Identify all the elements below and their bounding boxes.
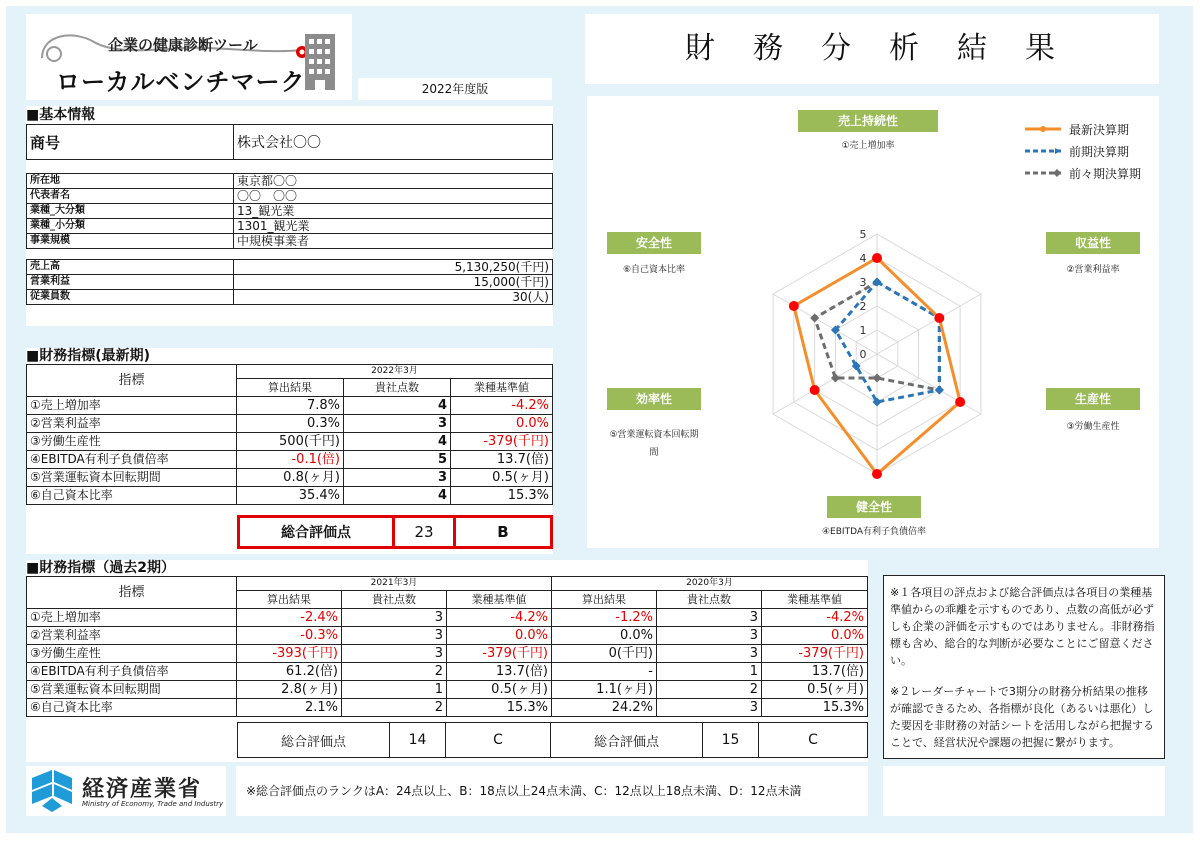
score-cell: 4 xyxy=(344,487,451,505)
result-cell: 24.2% xyxy=(552,699,657,717)
indicator-name: ⑥自己資本比率 xyxy=(27,699,237,717)
legend-line-prev2-icon xyxy=(1023,168,1063,178)
score-cell: 4 xyxy=(344,397,451,415)
radar-point xyxy=(935,386,944,395)
score-cell: 3 xyxy=(657,627,762,645)
legend-label: 前期決算期 xyxy=(1069,144,1130,159)
chart-legend xyxy=(1023,118,1141,184)
bench-cell: -379(千円) xyxy=(451,433,553,451)
table-row xyxy=(27,189,553,204)
total-rank: C xyxy=(759,723,868,758)
radar-point xyxy=(810,385,820,395)
score-cell: 2 xyxy=(342,699,447,717)
col-header-result: 算出結果 xyxy=(552,591,657,609)
bench-cell: 0.0% xyxy=(762,627,868,645)
table-row xyxy=(27,415,553,433)
score-cell: 1 xyxy=(657,663,762,681)
radar-point xyxy=(789,301,799,311)
info-value: 東京都〇〇 xyxy=(234,174,553,189)
radar-point xyxy=(873,374,882,383)
notes-box xyxy=(883,575,1165,759)
footer-blank-box xyxy=(883,766,1165,816)
info-value: 5,130,250(千円) xyxy=(234,260,553,275)
indicator-name: ②営業利益率 xyxy=(27,627,237,645)
score-cell: 3 xyxy=(342,645,447,663)
ministry-logo-box xyxy=(26,766,226,816)
score-cell: 2 xyxy=(657,681,762,699)
bench-cell: 0.0% xyxy=(447,627,552,645)
col-header-result: 算出結果 xyxy=(237,591,342,609)
table-row xyxy=(27,663,868,681)
company-value: 株式会社〇〇 xyxy=(234,125,553,160)
table-row xyxy=(27,681,868,699)
period-header: 2022年3月 xyxy=(237,365,553,379)
radar-point xyxy=(934,313,944,323)
info-label: 所在地 xyxy=(27,174,234,189)
table-row xyxy=(27,234,553,249)
score-cell: 5 xyxy=(344,451,451,469)
ministry-name: 経済産業省 xyxy=(82,777,203,802)
total-label: 総合評価点 xyxy=(238,723,390,758)
total-rank: B xyxy=(455,517,552,548)
legend-label: 前々期決算期 xyxy=(1069,166,1142,181)
score-cell: 3 xyxy=(342,609,447,627)
indicator-name: ④EBITDA有利子負債倍率 xyxy=(27,451,237,469)
bench-cell: -379(千円) xyxy=(447,645,552,663)
bench-cell: -4.2% xyxy=(762,609,868,627)
note-1: ※１各項目の評点および総合評価点は各項目の業種基準値からの乖離を示すものであり、点数の高低が必ずしも企業の評価を示すものではありません。非財務指標も含め、総合的な判断が必要なことにご留意ください。 xyxy=(890,586,1155,667)
bench-cell: 15.3% xyxy=(447,699,552,717)
score-cell: 3 xyxy=(657,645,762,663)
table-row xyxy=(27,451,553,469)
table-row xyxy=(27,219,553,234)
bench-cell: 15.3% xyxy=(762,699,868,717)
result-cell: 7.8% xyxy=(237,397,344,415)
bench-cell: 0.5(ヶ月) xyxy=(762,681,868,699)
basic-info-panel xyxy=(26,106,553,326)
axis-label-safety: 安全性 xyxy=(607,232,701,254)
radar-point xyxy=(955,397,965,407)
score-cell: 3 xyxy=(657,699,762,717)
indicator-name: ⑥自己資本比率 xyxy=(27,487,237,505)
axis-sub-efficiency-text: ⑤営業運転資本回転期間 xyxy=(609,430,699,458)
ministry-name-en: Ministry of Economy, Trade and Industry xyxy=(82,800,224,808)
legend-item-latest xyxy=(1023,118,1141,140)
indicator-name: ⑤営業運転資本回転期間 xyxy=(27,469,237,487)
result-cell: 0.0% xyxy=(552,627,657,645)
legend-label: 最新決算期 xyxy=(1069,122,1130,137)
indicator-name: ③労働生産性 xyxy=(27,645,237,663)
rank-note-box xyxy=(236,766,868,816)
result-cell: 500(千円) xyxy=(237,433,344,451)
table-row xyxy=(27,397,553,415)
indicator-name: ③労働生産性 xyxy=(27,433,237,451)
score-cell: 3 xyxy=(344,415,451,433)
result-cell: 61.2(倍) xyxy=(237,663,342,681)
bench-cell: -4.2% xyxy=(451,397,553,415)
bench-cell: 0.5(ヶ月) xyxy=(447,681,552,699)
axis-sub-safety: ⑥自己資本比率 xyxy=(622,265,686,275)
indicator-name: ②営業利益率 xyxy=(27,415,237,433)
score-cell: 3 xyxy=(344,469,451,487)
radar-tick-label: 5 xyxy=(859,228,867,241)
col-header-score: 貴社点数 xyxy=(344,379,451,397)
legend-line-latest-icon xyxy=(1023,124,1063,134)
result-cell: -1.2% xyxy=(552,609,657,627)
axis-sub-sales: ①売上増加率 xyxy=(841,141,895,151)
edition-label: 2022年度版 xyxy=(358,78,552,100)
col-header-score: 貴社点数 xyxy=(657,591,762,609)
logo-box xyxy=(26,14,352,100)
indicator-header: 指標 xyxy=(27,577,237,609)
table-row xyxy=(27,627,868,645)
period-header-2: 2020年3月 xyxy=(552,577,868,591)
past-total-table xyxy=(237,722,868,758)
table-row xyxy=(27,204,553,219)
past-indicators-panel xyxy=(26,560,868,762)
radar-spoke xyxy=(877,354,981,414)
bench-cell: 13.7(倍) xyxy=(447,663,552,681)
result-cell: 0(千円) xyxy=(552,645,657,663)
legend-item-previous xyxy=(1023,140,1141,162)
axis-label-productivity: 生産性 xyxy=(1046,388,1140,410)
info-value: 15,000(千円) xyxy=(234,275,553,290)
company-label: 商号 xyxy=(27,125,234,160)
info-label: 事業規模 xyxy=(27,234,234,249)
bench-cell: 13.7(倍) xyxy=(762,663,868,681)
table-row xyxy=(27,699,868,717)
bench-cell: -379(千円) xyxy=(762,645,868,663)
bench-cell: -4.2% xyxy=(447,609,552,627)
info-value: 〇〇 〇〇 xyxy=(234,189,553,204)
score-cell: 3 xyxy=(342,627,447,645)
score-cell: 4 xyxy=(344,433,451,451)
logo-subtitle: 企業の健康診断ツール xyxy=(108,36,258,54)
total-score: 23 xyxy=(394,517,455,548)
bench-cell: 0.5(ヶ月) xyxy=(451,469,553,487)
axis-label-soundness: 健全性 xyxy=(827,496,921,518)
table-row xyxy=(27,174,553,189)
latest-total-table xyxy=(237,515,553,549)
info-label: 業種_小分類 xyxy=(27,219,234,234)
col-header-result: 算出結果 xyxy=(237,379,344,397)
indicator-name: ⑤営業運転資本回転期間 xyxy=(27,681,237,699)
col-header-bench: 業種基準値 xyxy=(451,379,553,397)
legend-item-prev2 xyxy=(1023,162,1141,184)
score-cell: 3 xyxy=(657,609,762,627)
result-cell: -393(千円) xyxy=(237,645,342,663)
axis-sub-profit: ②営業利益率 xyxy=(1066,265,1120,275)
radar-spoke xyxy=(877,294,981,354)
info-value: 13_観光業 xyxy=(234,204,553,219)
result-cell: -0.1(倍) xyxy=(237,451,344,469)
past-indicators-table xyxy=(26,576,868,717)
col-header-score: 貴社点数 xyxy=(342,591,447,609)
radar-point xyxy=(810,314,819,323)
legend-line-previous-icon xyxy=(1023,146,1063,156)
info-value: 1301_観光業 xyxy=(234,219,553,234)
total-label: 総合評価点 xyxy=(551,723,703,758)
result-cell: - xyxy=(552,663,657,681)
axis-sub-efficiency xyxy=(607,426,701,462)
info-label: 売上高 xyxy=(27,260,234,275)
info-label: 代表者名 xyxy=(27,189,234,204)
indicator-name: ④EBITDA有利子負債倍率 xyxy=(27,663,237,681)
basic-numbers-table xyxy=(26,259,553,305)
total-rank: C xyxy=(446,723,551,758)
info-label: 業種_大分類 xyxy=(27,204,234,219)
axis-sub-productivity: ③労働生産性 xyxy=(1066,422,1120,432)
table-row xyxy=(27,290,553,305)
latest-indicators-panel xyxy=(26,348,553,554)
bench-cell: 15.3% xyxy=(451,487,553,505)
radar-tick-label: 4 xyxy=(859,252,867,265)
period-header-1: 2021年3月 xyxy=(237,577,552,591)
bench-cell: 0.0% xyxy=(451,415,553,433)
radar-point xyxy=(872,253,882,263)
radar-series-line xyxy=(835,282,939,402)
axis-label-profit: 収益性 xyxy=(1046,232,1140,254)
radar-chart-panel xyxy=(587,96,1159,548)
info-value: 30(人) xyxy=(234,290,553,305)
basic-info-table xyxy=(26,173,553,249)
table-row xyxy=(27,275,553,290)
past-section-title: ■財務指標（過去2期） xyxy=(26,560,175,576)
total-score: 15 xyxy=(703,723,759,758)
radar-point xyxy=(872,469,882,479)
note-2: ※２レーダーチャートで3期分の財務分析結果の推移が確認できるため、各指標が良化（あるいは悪化）した要因を非財務の対話シートを活用しながら把握することで、経営状況や課題の把握に繋がります。 xyxy=(890,685,1154,749)
result-cell: 0.8(ヶ月) xyxy=(237,469,344,487)
total-score: 14 xyxy=(390,723,446,758)
table-row xyxy=(27,487,553,505)
result-cell: 2.8(ヶ月) xyxy=(237,681,342,699)
page-title: 財 務 分 析 結 果 xyxy=(585,14,1159,84)
axis-label-sales: 売上持続性 xyxy=(798,110,938,132)
axis-sub-soundness: ④EBITDA有利子負債倍率 xyxy=(821,527,926,537)
indicator-header: 指標 xyxy=(27,365,237,397)
result-cell: 35.4% xyxy=(237,487,344,505)
result-cell: 2.1% xyxy=(237,699,342,717)
logo-title: ローカルベンチマーク xyxy=(56,68,306,96)
bench-cell: 13.7(倍) xyxy=(451,451,553,469)
basic-info-title: ■基本情報 xyxy=(26,107,96,123)
col-header-bench: 業種基準値 xyxy=(447,591,552,609)
table-row xyxy=(27,433,553,451)
result-cell: 1.1(ヶ月) xyxy=(552,681,657,699)
info-label: 営業利益 xyxy=(27,275,234,290)
table-row xyxy=(27,260,553,275)
radar-tick-label: 1 xyxy=(859,324,867,337)
axis-label-efficiency: 効率性 xyxy=(607,388,701,410)
table-row xyxy=(27,645,868,663)
col-header-bench: 業種基準値 xyxy=(762,591,868,609)
info-label: 従業員数 xyxy=(27,290,234,305)
rank-note: ※総合評価点のランクはA：24点以上、B：18点以上24点未満、C：12点以上18点未満、D：12点未満 xyxy=(246,784,802,798)
info-value: 中規模事業者 xyxy=(234,234,553,249)
score-cell: 1 xyxy=(342,681,447,699)
radar-tick-label: 3 xyxy=(859,276,867,289)
total-label: 総合評価点 xyxy=(239,517,394,548)
ministry-logo-icon xyxy=(30,768,74,814)
latest-indicators-table xyxy=(26,364,553,505)
table-row xyxy=(27,469,553,487)
indicator-name: ①売上増加率 xyxy=(27,609,237,627)
building-icon xyxy=(301,30,339,90)
table-row xyxy=(27,609,868,627)
radar-point xyxy=(831,374,840,383)
result-cell: 0.3% xyxy=(237,415,344,433)
radar-tick-label: 0 xyxy=(859,348,867,361)
result-cell: -0.3% xyxy=(237,627,342,645)
company-table xyxy=(26,124,553,160)
result-cell: -2.4% xyxy=(237,609,342,627)
score-cell: 2 xyxy=(342,663,447,681)
indicator-name: ①売上増加率 xyxy=(27,397,237,415)
radar-tick-label: 2 xyxy=(859,300,867,313)
latest-section-title: ■財務指標(最新期) xyxy=(26,348,151,364)
